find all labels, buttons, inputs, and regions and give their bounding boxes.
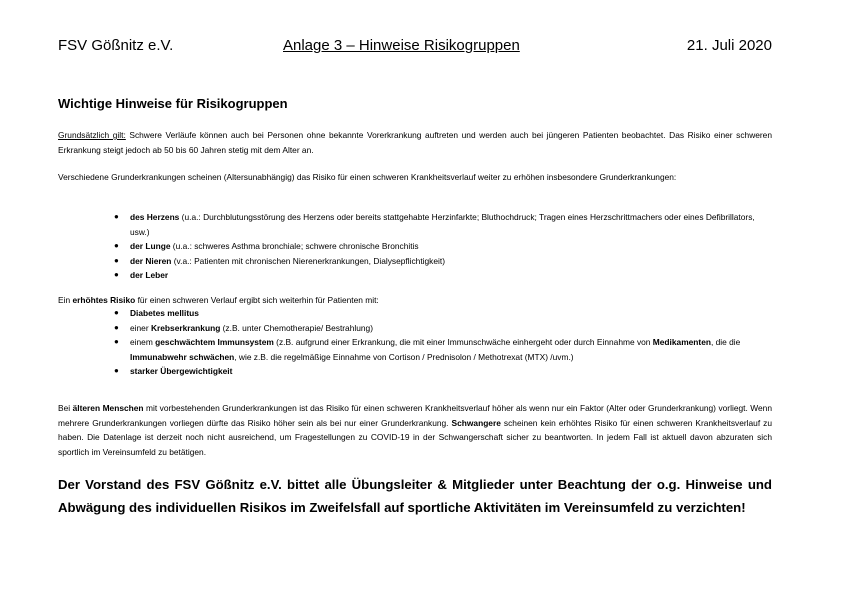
- bullet-icon: ●: [114, 308, 119, 317]
- section-heading: Wichtige Hinweise für Risikogruppen: [58, 96, 288, 111]
- closing-statement: Der Vorstand des FSV Gößnitz e.V. bittet alle Übungsleiter & Mitglieder unter Beachtung der o.g. Hinweise und Abwägung des individuellen Risikos im Zweifelsfall auf sportliche Aktivitäten im Vereinsumfeld zu verzichten!: [58, 477, 772, 515]
- list-item-text: einer: [130, 322, 151, 333]
- list-item-text: (u.a.: Durchblutungsstörung des Herzens oder bereits stattgehabte Herzinfarkte; Bluthochdruck; Tragen eines Herzschrittmachers oder eines Defibrillators, usw.): [130, 212, 755, 237]
- bullet-icon: ●: [114, 337, 119, 346]
- list-item-text: (v.a.: Patienten mit chronischen Nierenerkrankungen, Dialysepflichtigkeit): [171, 255, 445, 266]
- list-item-text: , die die: [710, 337, 741, 347]
- list-item: [114, 239, 770, 254]
- bullet-icon: ●: [114, 322, 119, 332]
- list-item-bold: Immunabwehr schwächen: [130, 351, 235, 362]
- list-item: [114, 321, 770, 336]
- list-item-bold: Medikamenten: [652, 337, 711, 347]
- list-item-bold: Krebserkrankung: [150, 322, 221, 333]
- header-club-name: FSV Gößnitz e.V.: [58, 37, 174, 54]
- paragraph-text: scheinen kein erhöhtes Risiko für einen schweren Krankheitsverlauf zu haben. Die Datenlage ist derzeit noch nicht ausreichend, um Fragestellungen zu COVID-19 in der Schwangerschaft sicher zu beantworten. In jedem Fall ist aktuell davon abzuraten sich sportlich im Vereinsumfeld zu betätigen.: [58, 417, 773, 457]
- list-item: [114, 364, 770, 379]
- list-item: [114, 335, 770, 364]
- paragraph-elderly-pregnant: [58, 401, 772, 459]
- list-item-bold: geschwächtem Immunsystem: [155, 337, 274, 347]
- paragraph-text: mit vorbestehenden Grunderkrankungen ist das Risiko für einen schweren Krankheitsverlauf höher als wenn nur ein Faktor (Alter oder Grunderkrankung) vorliegt. Wenn mehrere Grunderkrankungen vorliegen dürfte das Risiko höher sein als bei nur einer Grunderkrankung.: [58, 403, 773, 428]
- paragraph-general: [58, 128, 772, 157]
- list-item-bold: starker Übergewichtigkeit: [130, 366, 233, 376]
- list-item-text: (z.B. unter Chemotherapie/ Bestrahlung): [220, 322, 374, 333]
- list-item-text: , wie z.B. die regelmäßige Einnahme von Cortison / Prednisolon / Methotrexat (MTX) /uvm.): [234, 351, 574, 362]
- list-item-bold: der Lunge: [130, 241, 171, 251]
- list-item: [114, 306, 770, 321]
- bullet-icon: ●: [114, 270, 119, 279]
- paragraph-bold: älteren Menschen: [72, 403, 144, 413]
- list-item-bold: der Leber: [130, 270, 169, 280]
- preconditions-list: [114, 210, 770, 283]
- list-item: [114, 268, 770, 283]
- list-item: [114, 210, 770, 239]
- list-item-text: einem: [130, 337, 156, 347]
- header-date: 21. Juli 2020: [686, 37, 772, 54]
- list-item-text: (z.B. aufgrund einer Erkrankung, die mit einer Immunschwäche einhergeht oder durch Einnahme von: [273, 337, 653, 347]
- bullet-icon: ●: [114, 366, 119, 375]
- header-document-title: Anlage 3 – Hinweise Risikogruppen: [283, 37, 520, 54]
- paragraph-increased-risk-bold: erhöhtes Risiko: [72, 295, 136, 305]
- paragraph-increased-risk-pre: Ein: [58, 295, 73, 305]
- increased-risk-list: [114, 306, 770, 379]
- paragraph-general-text: Schwere Verläufe können auch bei Personen ohne bekannte Vorerkrankung auftreten und werden auch bei jüngeren Patienten beobachtet. Das Risiko einer schweren Erkrankung steigt jedoch ab 50 bis 60 Jahren stetig mit dem Alter an.: [58, 130, 773, 155]
- list-item-bold: des Herzens: [130, 212, 180, 222]
- page-header: [58, 37, 772, 59]
- paragraph-bold: Schwangere: [451, 417, 501, 428]
- paragraph-preconditions: Verschiedene Grunderkrankungen scheinen (Altersunabhängig) das Risiko für einen schweren Krankheitsverlauf weiter zu erhöhen insbesondere Grunderkrankungen:: [58, 172, 677, 182]
- paragraph-text: Bei: [58, 403, 73, 413]
- bullet-icon: ●: [114, 255, 119, 265]
- list-item: [114, 254, 770, 269]
- list-item-text: (u.a.: schweres Asthma bronchiale; schwere chronische Bronchitis: [170, 241, 419, 251]
- list-item-bold: der Nieren: [130, 255, 172, 266]
- bullet-icon: ●: [114, 212, 119, 221]
- paragraph-increased-risk-post: für einen schweren Verlauf ergibt sich weiterhin für Patienten mit:: [135, 295, 379, 305]
- bullet-icon: ●: [114, 241, 119, 250]
- list-item-bold: Diabetes mellitus: [130, 308, 199, 318]
- paragraph-general-lead: Grundsätzlich gilt:: [58, 130, 126, 140]
